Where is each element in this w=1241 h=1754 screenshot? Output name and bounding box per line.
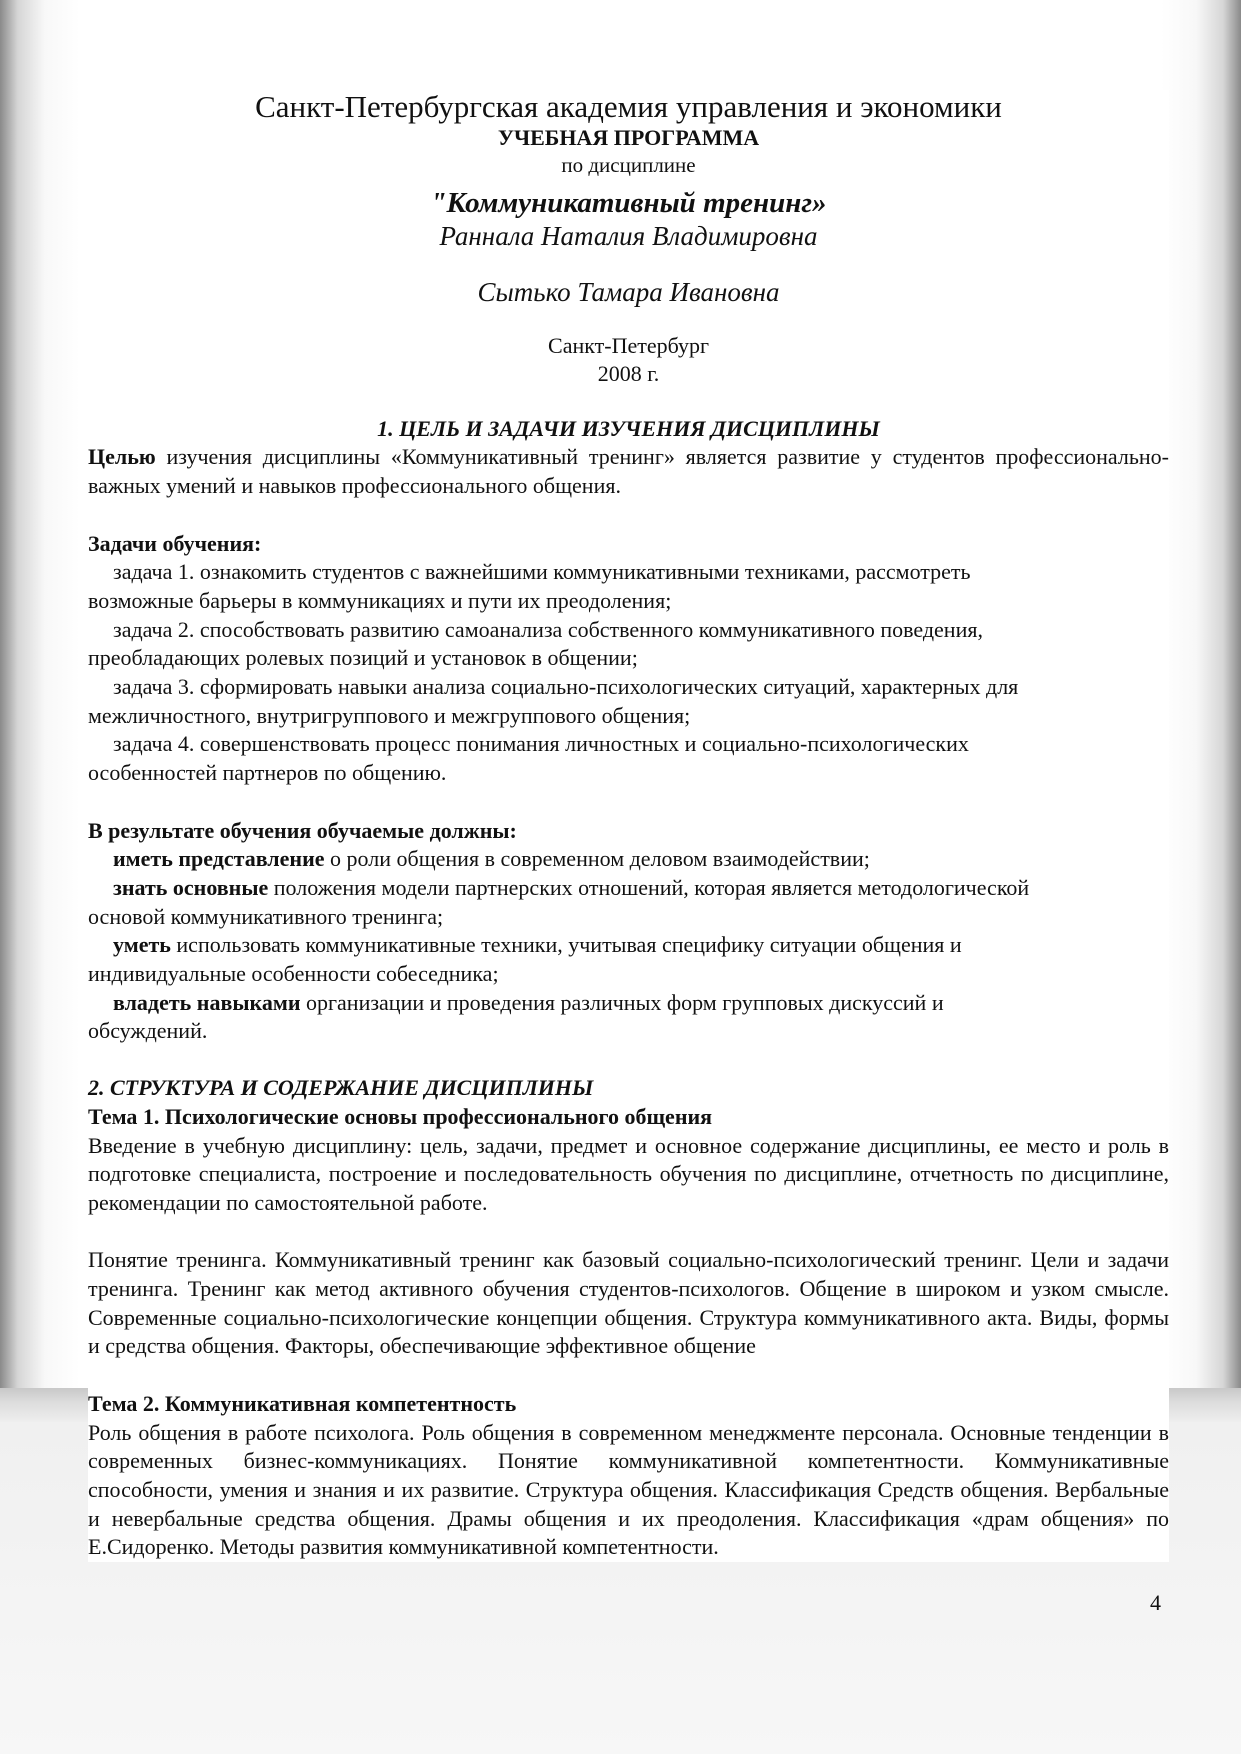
section-1-title: 1. ЦЕЛЬ И ЗАДАЧИ ИЗУЧЕНИЯ ДИСЦИПЛИНЫ xyxy=(377,415,880,441)
topic-1-paragraph-2: Понятие тренинга. Коммуникативный тренинг как базовый социально-психологический тренинг. Цели и задачи тренинга. Тренинг как метод активного обучения студентов-психологов. Общение в широком и узком смысле. Современные социально-психологические концепции общения. Структура коммуникативного акта. Виды, формы и средства общения. Факторы, обеспечивающие эффективное общение xyxy=(88,1247,1169,1359)
task-item: задача 2. способствовать развитию самоанализа собственного коммуникативного поведения, преобладающих ролевых позиций и установок в общении; xyxy=(88,616,983,671)
city: Санкт-Петербург xyxy=(548,333,709,358)
result-item: иметь представление о роли общения в современном деловом взаимодействии; xyxy=(113,846,870,872)
goal-text: изучения дисциплины «Коммуникативный тренинг» является развитие у студентов профессионально-важных умений и навыков профессионального общения. xyxy=(88,444,1169,499)
institution-title: Санкт-Петербургская академия управления и экономики xyxy=(255,89,1002,124)
author-2: Сытько Тамара Ивановна xyxy=(477,277,780,307)
topic-1-paragraph-1: Введение в учебную дисциплину: цель, задачи, предмет и основное содержание дисциплины, ее место и роль в подготовке специалиста, построение и последовательность обучения по дисциплине, отчетность по дисциплине, рекомендации по самостоятельной работе. xyxy=(88,1132,1169,1215)
tasks-heading: Задачи обучения: xyxy=(88,530,262,556)
task-item: задача 1. ознакомить студентов с важнейшими коммуникативными техниками, рассмотреть возможные барьеры в коммуникациях и пути их преодоления; xyxy=(88,559,971,613)
goal-bold: Целью xyxy=(88,444,156,470)
topic-2-paragraph-1: Роль общения в работе психолога. Роль общения в современном менеджменте персонала. Основные тенденции в современных бизнес-коммуникациях. Понятие коммуникативной компетентности. Коммуникативные способности, умения и знания и их развитие. Структура общения. Классификация Средств общения. Вербальные и невербальные средства общения. Драмы общения и их преодоления. Классификация «драм общения» по Е.Сидоренко. Методы развития коммуникативной компетентности. xyxy=(88,1419,1169,1560)
topic-2-title: Тема 2. Коммуникативная компетентность xyxy=(88,1390,517,1416)
results-heading: В результате обучения обучаемые должны: xyxy=(88,817,517,843)
discipline-title: "Коммуникативный тренинг» xyxy=(430,187,827,219)
document-type: УЧЕБНАЯ ПРОГРАММА xyxy=(497,125,760,150)
result-item: знать основные положения модели партнерских отношений, которая является методологической основой коммуникативного тренинга; xyxy=(88,874,1030,929)
by-discipline-label: по дисциплине xyxy=(561,153,696,177)
goal-paragraph xyxy=(88,443,1169,500)
result-item: уметь использовать коммуникативные техники, учитывая специфику ситуации общения и индивидуальные особенности собеседника; xyxy=(88,932,962,987)
section-2-title: 2. СТРУКТУРА И СОДЕРЖАНИЕ ДИСЦИПЛИНЫ xyxy=(88,1075,594,1101)
topic-1-title: Тема 1. Психологические основы профессионального общения xyxy=(88,1103,713,1129)
page-number: 4 xyxy=(1150,1590,1161,1615)
year: 2008 г. xyxy=(597,361,660,386)
task-item: задача 4. совершенствовать процесс понимания личностных и социально-психологических особенностей партнеров по общению. xyxy=(88,731,969,786)
task-item: задача 3. сформировать навыки анализа социально-психологических ситуаций, характерных для межличностного, внутригруппового и межгруппового общения; xyxy=(88,674,1019,728)
author-1: Раннала Наталия Владимировна xyxy=(439,221,818,251)
result-item: владеть навыками организации и проведения различных форм групповых дискуссий и обсуждений. xyxy=(88,989,944,1044)
document-page xyxy=(88,90,1169,1562)
